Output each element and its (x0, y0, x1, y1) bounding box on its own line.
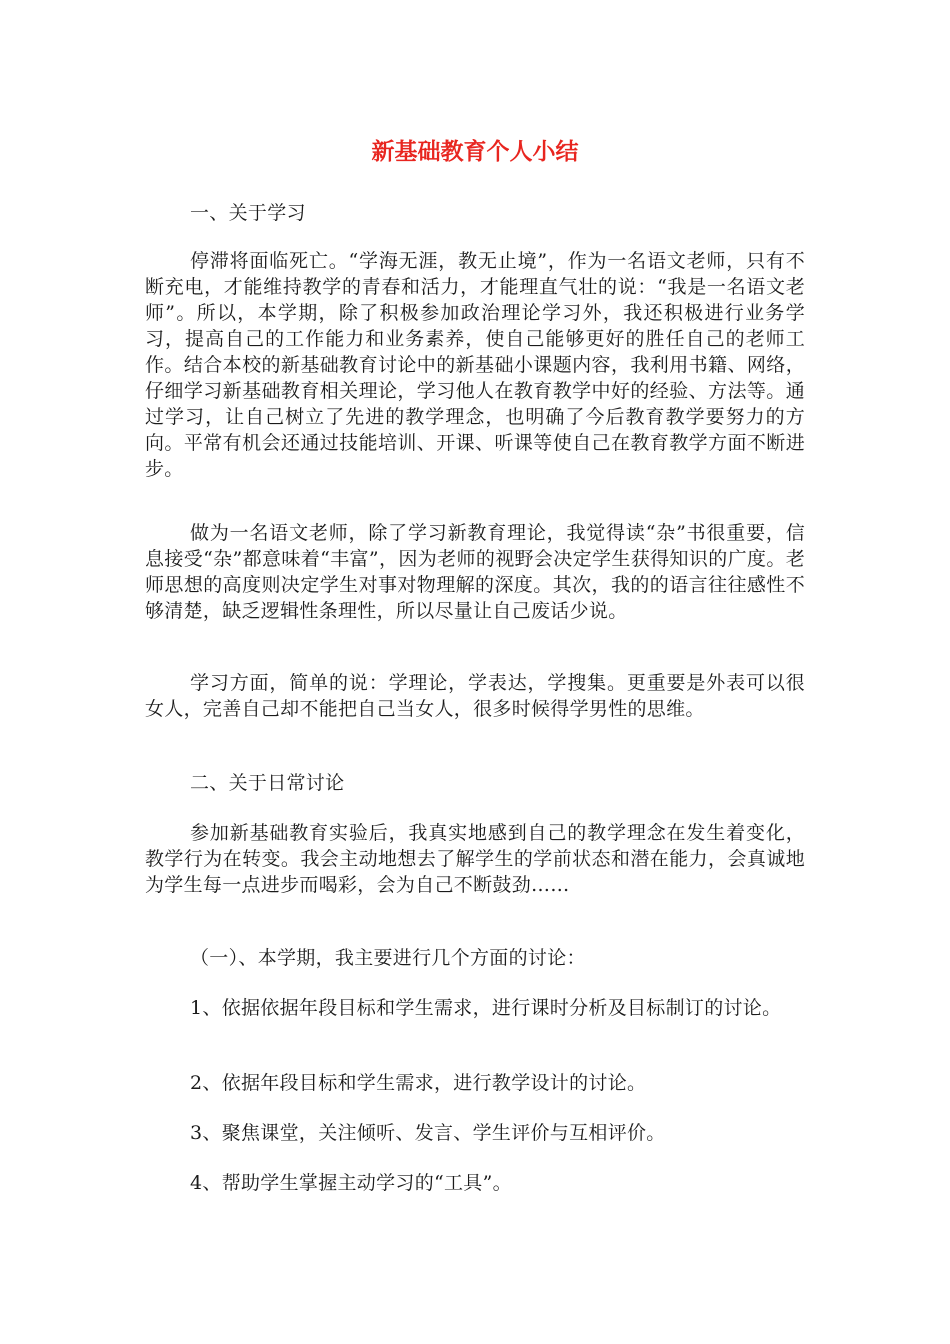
paragraph-learning-summary: 学习方面，简单的说：学理论，学表达，学搜集。更重要是外表可以很女人，完善自己却不能把自己当女人，很多时候得学男性的思维。 (145, 672, 805, 720)
paragraph-reading: 做为一名语文老师，除了学习新教育理论，我觉得读“杂”书很重要，信息接受“杂”都意味着“丰富”，因为老师的视野会决定学生获得知识的广度。老师思想的高度则决定学生对事对物理解的深度。其次，我的的语言往往感性不够清楚，缺乏逻辑性条理性，所以尽量让自己废话少说。 (145, 522, 805, 622)
section-heading-discussion: 二、关于日常讨论 (190, 772, 345, 794)
section-heading-learning: 一、关于学习 (190, 202, 306, 224)
list-item-1: 1、依据依据年段目标和学生需求，进行课时分析及目标制订的讨论。 (190, 997, 782, 1019)
subheading-discussion-topics: （一）、本学期，我主要进行几个方面的讨论： (190, 947, 586, 969)
list-item-4: 4、帮助学生掌握主动学习的“工具”。 (190, 1172, 512, 1194)
paragraph-experiment: 参加新基础教育实验后，我真实地感到自己的教学理念在发生着变化，教学行为在转变。我会主动地想去了解学生的学前状态和潜在能力，会真诚地为学生每一点进步而喝彩，会为自己不断鼓劲…… (145, 822, 805, 896)
list-item-3: 3、聚焦课堂，关注倾听、发言、学生评价与互相评价。 (190, 1122, 666, 1144)
paragraph-learning-intro: 停滞将面临死亡。“学海无涯，教无止境”，作为一名语文老师，只有不断充电，才能维持教学的青春和活力，才能理直气壮的说：“我是一名语文老师”。所以，本学期，除了积极参加政治理论学习外，我还积极进行业务学习，提高自己的工作能力和业务素养，使自己能够更好的胜任自己的老师工作。结合本校的新基础教育讨论中的新基础小课题内容，我利用书籍、网络，仔细学习新基础教育相关理论，学习他人在教育教学中好的经验、方法等。通过学习，让自己树立了先进的教学理念，也明确了今后教育教学要努力的方向。平常有机会还通过技能培训、开课、听课等使自己在教育教学方面不断进步。 (145, 250, 805, 480)
list-item-2: 2、依据年段目标和学生需求，进行教学设计的讨论。 (190, 1072, 647, 1094)
document-title: 新基础教育个人小结 (371, 139, 579, 165)
